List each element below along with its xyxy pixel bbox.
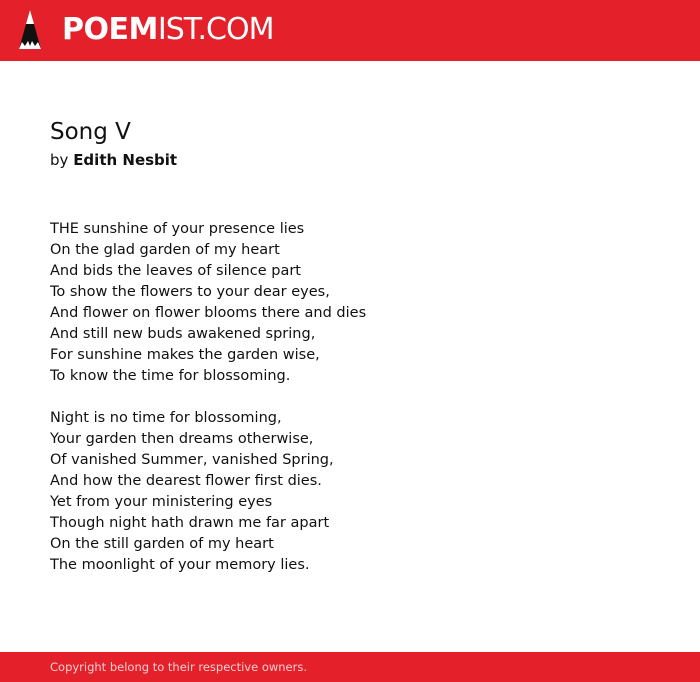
poem-line: Yet from your ministering eyes [50, 494, 273, 510]
pencil-tip-icon[interactable] [17, 9, 43, 55]
brand-light: IST.COM [157, 12, 274, 47]
poem-line: Of vanished Summer, vanished Spring, [50, 452, 334, 468]
poem-line: And flower on flower blooms there and dies [50, 305, 367, 321]
copyright-text: Copyright belong to their respective owners. [50, 660, 308, 674]
site-footer [0, 652, 700, 682]
site-logo-text[interactable] [62, 12, 273, 48]
poem-line: The moonlight of your memory lies. [50, 557, 310, 573]
poem-line: To show the flowers to your dear eyes, [50, 284, 330, 300]
poem-line: Your garden then dreams otherwise, [50, 431, 314, 447]
poem-line: To know the time for blossoming. [50, 368, 291, 384]
poem-byline [50, 150, 177, 170]
poem-body [50, 219, 650, 597]
poem-line: Night is no time for blossoming, [50, 410, 282, 426]
site-header [0, 0, 700, 61]
poem-line: For sunshine makes the garden wise, [50, 347, 320, 363]
poem-stanza [50, 219, 650, 387]
poem-line: On the still garden of my heart [50, 536, 274, 552]
brand-strong: POEM [62, 12, 158, 47]
author-name: Edith Nesbit [73, 151, 178, 169]
poem-line: And bids the leaves of silence part [50, 263, 301, 279]
poem-line: On the glad garden of my heart [50, 242, 280, 258]
poem-line: And how the dearest flower first dies. [50, 473, 322, 489]
poem-stanza [50, 408, 650, 576]
by-label: by [50, 151, 69, 169]
poem-line: Though night hath drawn me far apart [50, 515, 330, 531]
poem-line: THE sunshine of your presence lies [50, 221, 305, 237]
poem-line: And still new buds awakened spring, [50, 326, 316, 342]
poem-title: Song V [50, 119, 131, 145]
